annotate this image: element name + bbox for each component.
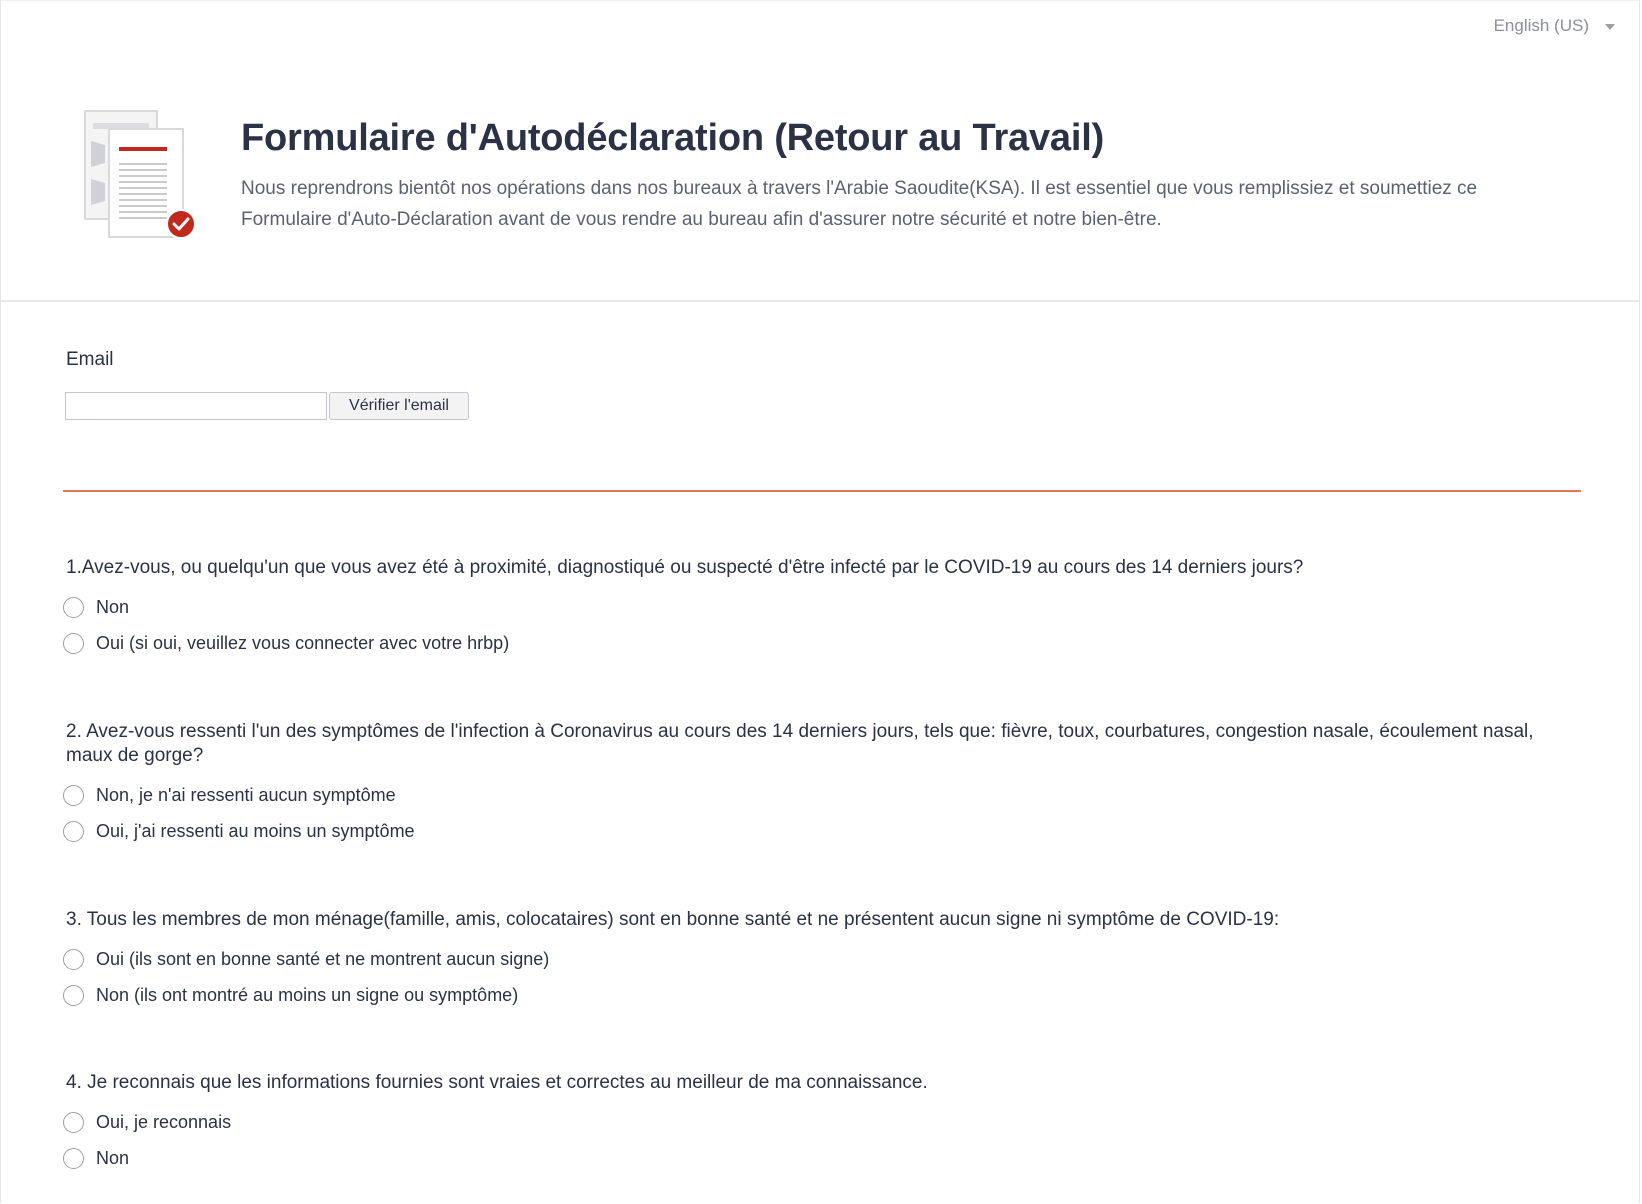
form-description-line1: Nous reprendrons bientôt nos opérations dans nos bureaux à travers l'Arabie Saoudite(KSA). Il est essentiel que vous remplissiez et soumettiez ce [241, 178, 1478, 199]
question-4 [66, 1071, 1566, 1176]
question-1 [66, 556, 1566, 661]
question-3-text: 3. Tous les membres de mon ménage(famille, amis, colocataires) sont en bonne santé et ne présentent aucun signe ni symptôme de COVID-19: [66, 909, 1280, 930]
question-2 [66, 720, 1566, 849]
option-label: Non [96, 596, 130, 617]
option-label: Non (ils ont montré au moins un signe ou symptôme) [96, 984, 519, 1005]
form-description [241, 173, 1581, 235]
option-label: Oui (ils sont en bonne santé et ne montrent aucun signe) [96, 948, 550, 969]
radio-button[interactable] [63, 785, 84, 806]
radio-button[interactable] [63, 821, 84, 842]
question-4-option-2[interactable] [63, 1140, 1566, 1176]
question-2-option-2[interactable] [63, 813, 1566, 849]
radio-button[interactable] [63, 949, 84, 970]
form-document-icon [83, 109, 201, 241]
question-4-option-1[interactable] [63, 1104, 1566, 1140]
radio-button[interactable] [63, 597, 84, 618]
form-header [1, 1, 1639, 302]
radio-button[interactable] [63, 1112, 84, 1133]
radio-button[interactable] [63, 985, 84, 1006]
form-title: Formulaire d'Autodéclaration (Retour au Travail) [241, 117, 1105, 159]
section-divider [63, 490, 1581, 492]
option-label: Non [96, 1147, 130, 1168]
form-description-line2: Formulaire d'Auto-Déclaration avant de vous rendre au bureau afin d'assurer notre sécurité et notre bien-être. [241, 209, 1162, 230]
question-3 [66, 908, 1566, 1013]
option-label: Oui (si oui, veuillez vous connecter avec votre hrbp) [96, 632, 510, 653]
email-input[interactable] [65, 392, 327, 420]
question-2-option-1[interactable] [63, 777, 1566, 813]
radio-button[interactable] [63, 633, 84, 654]
verify-email-button[interactable]: Vérifier l'email [329, 392, 469, 420]
language-selector-label: English (US) [1493, 16, 1589, 35]
question-1-text: 1.Avez-vous, ou quelqu'un que vous avez été à proximité, diagnostiqué ou suspecté d'être infecté par le COVID-19 au cours des 14 derniers jours? [66, 557, 1304, 578]
caret-down-icon [1605, 24, 1615, 30]
language-selector[interactable] [1494, 16, 1615, 36]
email-label: Email [66, 349, 114, 370]
question-1-option-1[interactable] [63, 589, 1566, 625]
option-label: Oui, j'ai ressenti au moins un symptôme [96, 820, 415, 841]
option-label: Oui, je reconnais [96, 1111, 232, 1132]
radio-button[interactable] [63, 1148, 84, 1169]
question-1-option-2[interactable] [63, 625, 1566, 661]
question-4-text: 4. Je reconnais que les informations fournies sont vraies et correctes au meilleur de ma connaissance. [66, 1072, 928, 1093]
question-3-option-2[interactable] [63, 977, 1566, 1013]
question-3-option-1[interactable] [63, 941, 1566, 977]
option-label: Non, je n'ai ressenti aucun symptôme [96, 784, 396, 805]
question-2-text: 2. Avez-vous ressenti l'un des symptômes de l'infection à Coronavirus au cours des 14 derniers jours, tels que: fièvre, toux, courbatures, congestion nasale, écoulement nasal, maux de gorge? [66, 721, 1534, 766]
